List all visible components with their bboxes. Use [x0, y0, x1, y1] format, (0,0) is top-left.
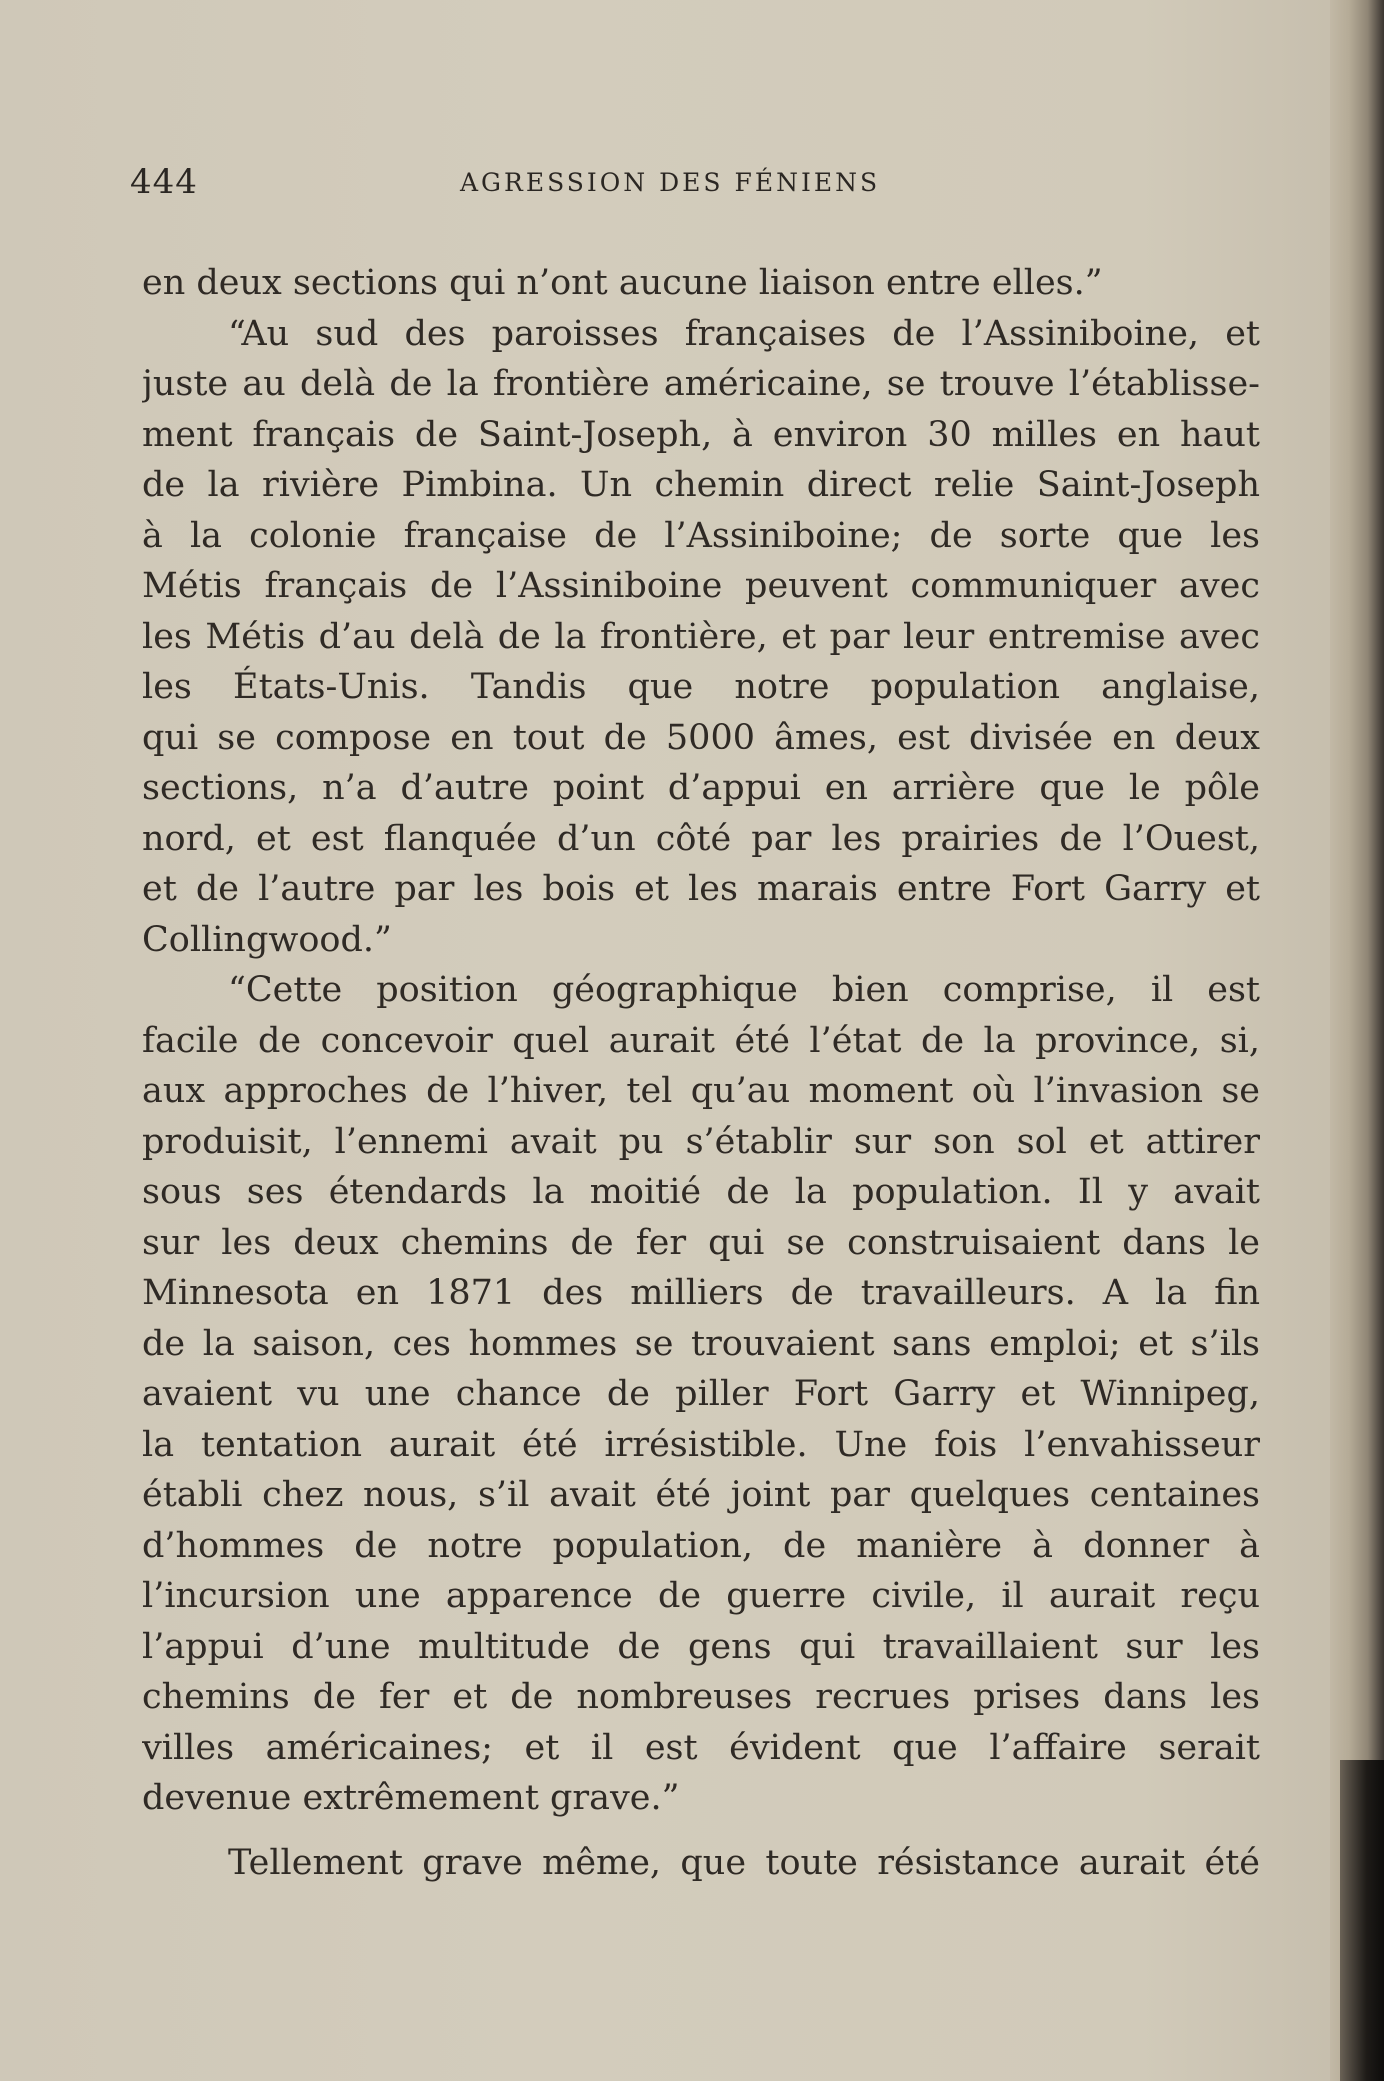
- paragraph-quote-2: [142, 965, 1260, 1824]
- text-line: à la colonie française de l’Assiniboine; de sorte que les: [142, 515, 1260, 556]
- text-line: villes américaines; et il est évident que l’affaire serait: [142, 1727, 1260, 1768]
- running-title: AGRESSION DES FÉNIENS: [460, 168, 881, 197]
- text-line: les États-Unis. Tandis que notre population anglaise,: [142, 667, 1260, 707]
- text-line: de la rivière Pimbina. Un chemin direct relie Saint-Joseph: [142, 465, 1260, 505]
- text-line: chemins de fer et de nombreuses recrues prises dans les: [142, 1677, 1260, 1717]
- text-line: aux approches de l’hiver, tel qu’au moment où l’invasion se: [142, 1071, 1260, 1111]
- text-line: devenue extrêmement grave.”: [142, 1778, 680, 1818]
- text-line: “Cette position géographique bien comprise, il est: [228, 970, 1260, 1010]
- text-line: Tellement grave même, que toute résistance aurait été: [228, 1842, 1260, 1883]
- paragraph-continuation: [142, 258, 1260, 309]
- text-line: Collingwood.”: [142, 919, 392, 960]
- text-line: et de l’autre par les bois et les marais entre Fort Garry et: [142, 869, 1260, 909]
- page-body: [142, 258, 1260, 1888]
- text-line: qui se compose en tout de 5000 âmes, est divisée en deux: [142, 717, 1260, 758]
- book-edge-dark: [1340, 1760, 1384, 2081]
- text-line: les Métis d’au delà de la frontière, et par leur entremise avec: [142, 616, 1260, 657]
- text-line: d’hommes de notre population, de manière à donner à: [142, 1525, 1260, 1566]
- text-line: Métis français de l’Assiniboine peuvent communiquer avec: [142, 566, 1260, 606]
- text-line: la tentation aurait été irrésistible. Une fois l’envahisseur: [142, 1424, 1260, 1465]
- text-line: nord, et est flanquée d’un côté par les prairies de l’Ouest,: [142, 818, 1260, 859]
- text-line: l’appui d’une multitude de gens qui travaillaient sur les: [142, 1626, 1260, 1667]
- text-line: Minnesota en 1871 des milliers de travailleurs. A la fin: [142, 1273, 1260, 1313]
- text-line: sous ses étendards la moitié de la population. Il y avait: [142, 1172, 1260, 1212]
- text-line: facile de concevoir quel aurait été l’état de la province, si,: [142, 1020, 1260, 1061]
- page-number: 444: [130, 162, 198, 202]
- text-line: juste au delà de la frontière américaine, se trouve l’établisse-: [142, 364, 1260, 404]
- paragraph-gap: [142, 1824, 1260, 1838]
- text-line: en deux sections qui n’ont aucune liaison entre elles.”: [142, 263, 1103, 303]
- text-line: sur les deux chemins de fer qui se construisaient dans le: [142, 1222, 1260, 1263]
- text-line: l’incursion une apparence de guerre civile, il aurait reçu: [142, 1576, 1260, 1616]
- paragraph-narrative: [142, 1838, 1260, 1889]
- text-line: produisit, l’ennemi avait pu s’établir sur son sol et attirer: [142, 1121, 1260, 1162]
- text-line: de la saison, ces hommes se trouvaient sans emploi; et s’ils: [142, 1323, 1260, 1364]
- page-header: [130, 162, 1260, 212]
- text-line: avaient vu une chance de piller Fort Garry et Winnipeg,: [142, 1374, 1260, 1414]
- text-line: “Au sud des paroisses françaises de l’Assiniboine, et: [228, 313, 1260, 354]
- text-line: ment français de Saint-Joseph, à environ 30 milles en haut: [142, 414, 1260, 455]
- text-line: sections, n’a d’autre point d’appui en arrière que le pôle: [142, 768, 1260, 808]
- text-line: établi chez nous, s’il avait été joint par quelques centaines: [142, 1475, 1260, 1515]
- paragraph-quote-1: [142, 309, 1260, 966]
